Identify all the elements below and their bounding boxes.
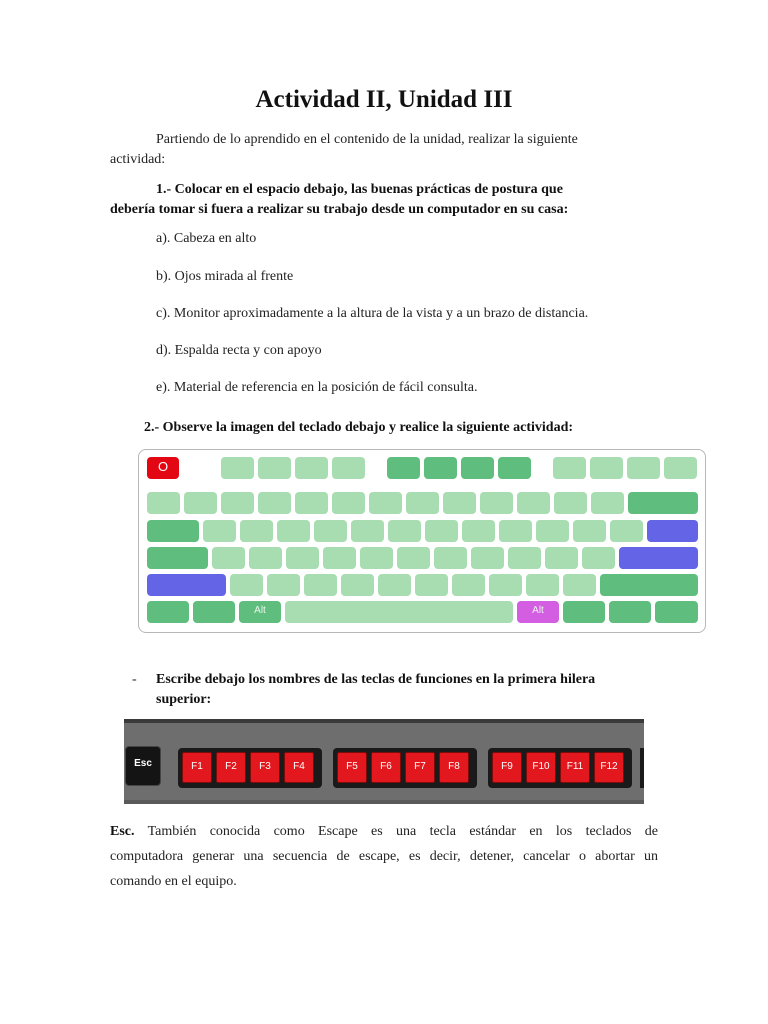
- keyboard-key: [424, 457, 457, 479]
- menu-key: [609, 601, 651, 623]
- keyboard-key: [517, 492, 550, 514]
- keyboard-key: [332, 457, 365, 479]
- f4-label: F4: [293, 761, 305, 772]
- instruction-line-2: superior:: [156, 692, 212, 707]
- keyboard-key: [341, 574, 374, 596]
- caps-lock-key: [147, 547, 208, 569]
- esc-key: [125, 746, 161, 786]
- keyboard-key: [610, 520, 643, 542]
- answer-e: e). Material de referencia en la posición de fácil consulta.: [156, 380, 478, 395]
- keyboard-key: [462, 520, 495, 542]
- f12-key: [594, 752, 624, 783]
- fkey-group-3: [488, 748, 632, 788]
- left-alt-key: [239, 601, 281, 623]
- power-key: [147, 457, 179, 479]
- left-win-key: [193, 601, 235, 623]
- f10-key: [526, 752, 556, 783]
- keyboard-key: [332, 492, 365, 514]
- esc-key-label: Esc: [134, 758, 152, 769]
- f6-label: F6: [380, 761, 392, 772]
- f3-key: [250, 752, 280, 783]
- keyboard-key: [489, 574, 522, 596]
- right-shift-key: [600, 574, 698, 596]
- f11-key: [560, 752, 590, 783]
- keyboard-key: [230, 574, 263, 596]
- keyboard-key: [664, 457, 697, 479]
- f12-label: F12: [600, 761, 618, 772]
- strip-bottom-edge: [124, 800, 644, 804]
- keyboard-key: [221, 457, 254, 479]
- esc-description-line-2: computadora generar una secuencia de escape, es decir, detener, cancelar o abortar un: [110, 849, 658, 864]
- f8-key: [439, 752, 469, 783]
- keyboard-key: [304, 574, 337, 596]
- keyboard-key: [323, 547, 356, 569]
- question-2: 2.- Observe la imagen del teclado debajo y realice la siguiente actividad:: [144, 420, 574, 435]
- keyboard-key: [203, 520, 236, 542]
- answer-c: c). Monitor aproximadamente a la altura de la vista y a un brazo de distancia.: [156, 306, 589, 321]
- keyboard-key: [212, 547, 245, 569]
- right-win-key: [563, 601, 605, 623]
- keyboard-key: [286, 547, 319, 569]
- right-alt-label: Alt: [532, 605, 544, 616]
- keyboard-key: [545, 547, 578, 569]
- keyboard-key: [295, 492, 328, 514]
- keyboard-key: [434, 547, 467, 569]
- keyboard-key: [563, 574, 596, 596]
- keyboard-key: [387, 457, 420, 479]
- left-alt-label: Alt: [254, 605, 266, 616]
- esc-term: Esc.: [110, 824, 135, 839]
- esc-description-line-3: comando en el equipo.: [110, 874, 237, 889]
- keyboard-key: [415, 574, 448, 596]
- f9-key: [492, 752, 522, 783]
- keyboard-key: [378, 574, 411, 596]
- tab-key: [147, 520, 199, 542]
- keyboard-key: [397, 547, 430, 569]
- keyboard-key: [452, 574, 485, 596]
- f5-label: F5: [346, 761, 358, 772]
- keyboard-key: [591, 492, 624, 514]
- keyboard-key: [221, 492, 254, 514]
- keyboard-key: [184, 492, 217, 514]
- question-1-line-1: 1.- Colocar en el espacio debajo, las buenas prácticas de postura que: [156, 182, 563, 197]
- keyboard-key: [406, 492, 439, 514]
- f7-key: [405, 752, 435, 783]
- keyboard-key: [258, 492, 291, 514]
- f2-label: F2: [225, 761, 237, 772]
- answer-b: b). Ojos mirada al frente: [156, 269, 294, 284]
- keyboard-key: [258, 457, 291, 479]
- keyboard-key: [314, 520, 347, 542]
- keyboard-key: [627, 457, 660, 479]
- enter-key: [619, 547, 698, 569]
- right-ctrl-key: [655, 601, 698, 623]
- keyboard-key: [369, 492, 402, 514]
- answer-d: d). Espalda recta y con apoyo: [156, 343, 322, 358]
- bullet-dash: -: [132, 672, 137, 687]
- f1-key: [182, 752, 212, 783]
- keyboard-key: [498, 457, 531, 479]
- left-shift-key: [147, 574, 226, 596]
- keyboard-key: [249, 547, 282, 569]
- keyboard-key: [554, 492, 587, 514]
- left-ctrl-key: [147, 601, 189, 623]
- esc-description-line-1: [110, 819, 658, 844]
- keyboard-key: [471, 547, 504, 569]
- keyboard-key: [480, 492, 513, 514]
- keyboard-key: [461, 457, 494, 479]
- keyboard-key: [573, 520, 606, 542]
- f2-key: [216, 752, 246, 783]
- keyboard-key: [388, 520, 421, 542]
- instruction-line-1: Escribe debajo los nombres de las teclas de funciones en la primera hilera: [156, 672, 596, 687]
- page-title: Actividad II, Unidad III: [255, 86, 513, 113]
- keyboard-key: [267, 574, 300, 596]
- f1-label: F1: [191, 761, 203, 772]
- f3-label: F3: [259, 761, 271, 772]
- keyboard-key: [425, 520, 458, 542]
- space-bar: [285, 601, 513, 623]
- keyboard-key: [360, 547, 393, 569]
- backspace-key: [628, 492, 698, 514]
- keyboard-key: [147, 492, 180, 514]
- keyboard-key: [553, 457, 586, 479]
- power-key-label: O: [157, 459, 169, 474]
- question-1-line-2: debería tomar si fuera a realizar su trabajo desde un computador en su casa:: [110, 202, 569, 217]
- keyboard-key: [526, 574, 559, 596]
- keyboard-key: [295, 457, 328, 479]
- intro-line-2: actividad:: [110, 152, 166, 167]
- answer-a: a). Cabeza en alto: [156, 231, 257, 246]
- keyboard-key: [443, 492, 476, 514]
- right-alt-key: [517, 601, 559, 623]
- f5-key: [337, 752, 367, 783]
- keyboard-illustration: [138, 449, 706, 633]
- f6-key: [371, 752, 401, 783]
- f9-label: F9: [501, 761, 513, 772]
- fkey-group-2: [333, 748, 477, 788]
- keyboard-key: [590, 457, 623, 479]
- keyboard-key: [240, 520, 273, 542]
- strip-top-edge: [124, 719, 644, 723]
- f4-key: [284, 752, 314, 783]
- f7-label: F7: [414, 761, 426, 772]
- keyboard-key: [277, 520, 310, 542]
- keyboard-key: [508, 547, 541, 569]
- fkey-group-1: [178, 748, 322, 788]
- keyboard-key: [582, 547, 615, 569]
- f8-label: F8: [448, 761, 460, 772]
- function-keys-photo: [124, 719, 644, 804]
- esc-line-1-text: También conocida como Escape es una tecla estándar en los teclados de: [147, 824, 658, 839]
- backslash-key: [647, 520, 698, 542]
- f11-label: F11: [566, 761, 584, 772]
- next-key-edge: [640, 748, 644, 788]
- keyboard-key: [351, 520, 384, 542]
- intro-line-1: Partiendo de lo aprendido en el contenido de la unidad, realizar la siguiente: [156, 132, 578, 147]
- f10-label: F10: [532, 761, 550, 772]
- keyboard-key: [499, 520, 532, 542]
- keyboard-key: [536, 520, 569, 542]
